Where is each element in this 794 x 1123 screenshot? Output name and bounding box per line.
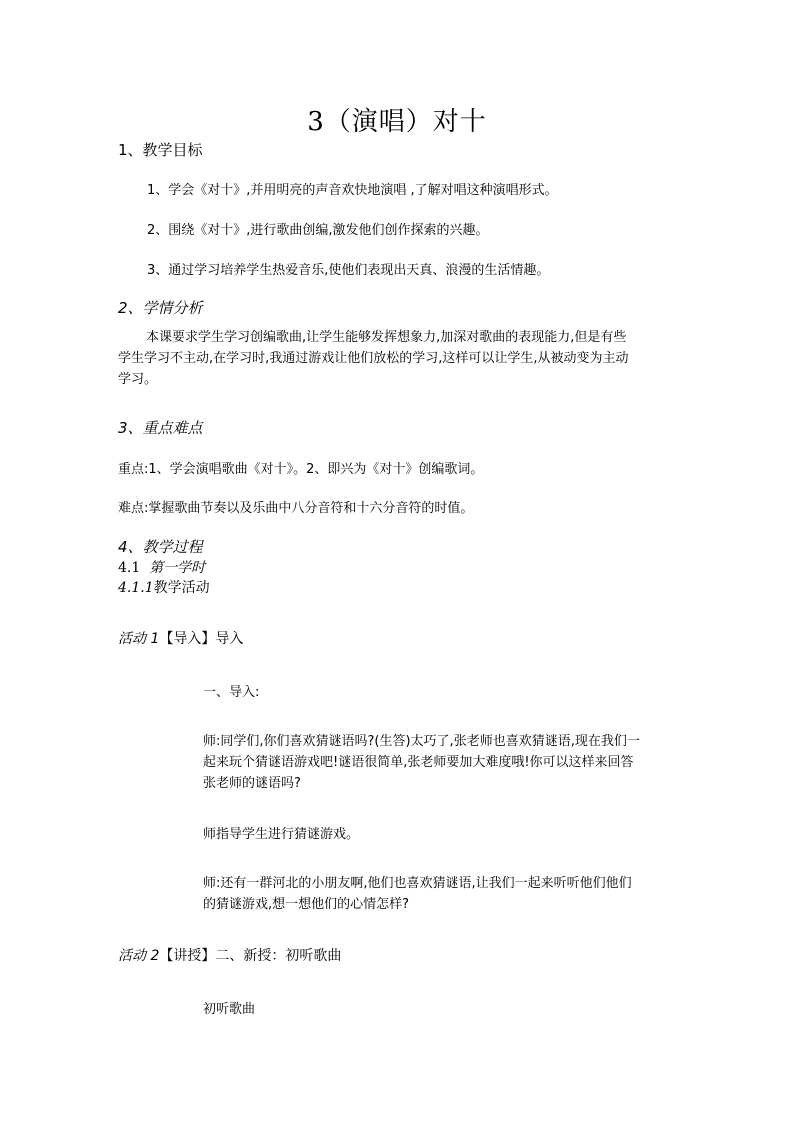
activity1-intro: 一、导入:: [203, 685, 260, 700]
analysis-line: 本课要求学生学习创编歌曲,让学生能够发挥想象力,加深对歌曲的表现能力,但是有些: [146, 330, 627, 345]
paragraph-line: 的猜谜游戏,想一想他们的心情怎样?: [203, 897, 410, 912]
sub-heading-first-lesson: [118, 557, 205, 577]
section-heading-analysis: 2、学情分析: [118, 299, 203, 317]
key-point-text: 重点:1、学会演唱歌曲《对十》。2、即兴为《对十》创编歌词。: [118, 462, 484, 477]
sub-heading-text: 第一学时: [149, 560, 206, 576]
activity1-paragraph-3: [203, 873, 632, 915]
analysis-paragraph: [118, 327, 678, 390]
activity1-label: 活动 1: [118, 631, 160, 647]
objective-item: 2、围绕《对十》,进行歌曲创编,激发他们创作探索的兴趣。: [147, 223, 489, 238]
paragraph-line: 师:同学们,你们喜欢猜谜语吗?(生答)太巧了,张老师也喜欢猜谜语,现在我们一: [203, 734, 640, 749]
objective-item: 1、学会《对十》,并用明亮的声音欢快地演唱 ,了解对唱这种演唱形式。: [147, 183, 558, 198]
sub-sub-heading-activities: [118, 577, 210, 597]
objective-item: 3、通过学习培养学生热爱音乐,使他们表现出天真、浪漫的生活情趣。: [147, 263, 550, 278]
difficult-point-text: 难点:掌握歌曲节奏以及乐曲中八分音符和十六分音符的时值。: [118, 501, 474, 516]
activity2-intro: 初听歌曲: [203, 1002, 256, 1017]
sub-sub-heading-number: 4.1.1: [118, 580, 154, 596]
section-heading-objectives: 1、教学目标: [118, 141, 203, 159]
analysis-line: 学习。: [118, 372, 158, 387]
activity1-heading: [118, 628, 243, 648]
sub-heading-number: 4.1: [118, 560, 141, 576]
paragraph-line: 张老师的谜语吗?: [203, 776, 301, 791]
section-heading-process: 4、教学过程: [118, 538, 203, 556]
activity2-heading: [118, 945, 341, 965]
analysis-line: 学生学习不主动,在学习时,我通过游戏让他们放松的学习,这样可以让学生,从被动变为主动: [118, 351, 629, 366]
activity2-title: 【讲授】二、新授：初听歌曲: [159, 948, 342, 964]
page-title: 3（演唱）对十: [307, 107, 487, 137]
activity2-label: 活动 2: [118, 948, 160, 964]
sub-sub-heading-text: 教学活动: [153, 580, 210, 596]
section-heading-key-points: 3、重点难点: [118, 419, 203, 437]
activity1-paragraph-1: [203, 731, 640, 794]
activity1-title: 【导入】导入: [159, 631, 244, 647]
paragraph-line: 起来玩个猜谜语游戏吧!谜语很简单,张老师要加大难度哦!你可以这样来回答: [203, 755, 634, 770]
activity1-paragraph-2: 师指导学生进行猜谜游戏。: [203, 827, 360, 842]
paragraph-line: 师:还有一群河北的小朋友啊,他们也喜欢猜谜语,让我们一起来听听他们他们: [203, 876, 632, 891]
